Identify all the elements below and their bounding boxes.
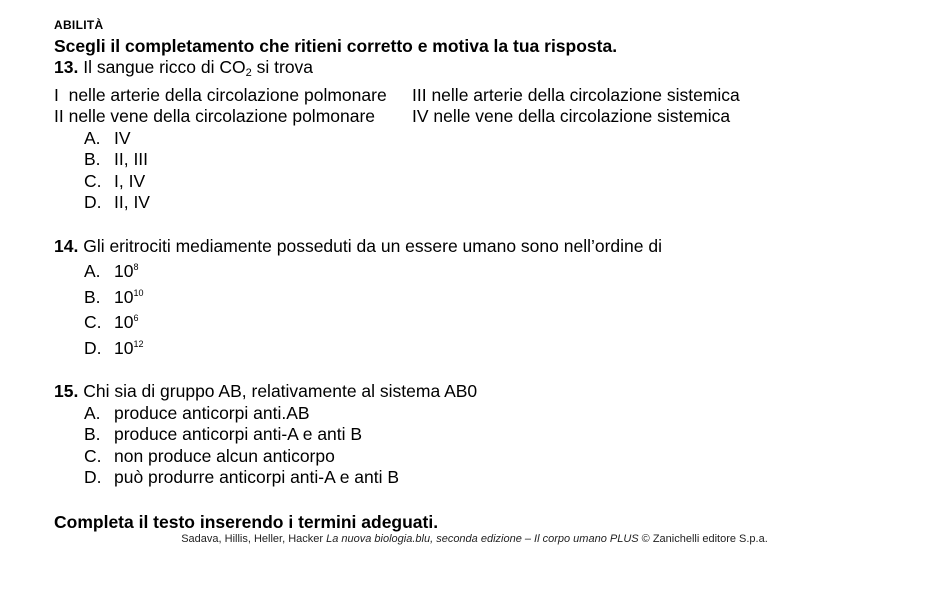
question-number: 14. [54,235,79,256]
option-text: II, IV [114,192,150,212]
statement-row [54,85,934,107]
statement-i: I nelle arterie della circolazione polmonare [54,84,387,105]
option-letter: A. [84,402,101,423]
footer-credits [0,533,949,545]
statement-ii: II nelle vene della circolazione polmonare [54,106,376,126]
question-text: Chi sia di gruppo AB, relativamente al sistema AB0 [83,381,478,401]
option-base: 10 [114,312,134,332]
question-15-stem [54,381,934,403]
footer-authors: Sadava, Hillis, Heller, Hacker [181,533,327,545]
section-label: ABILITÀ [54,18,104,32]
answer-option[interactable] [54,257,934,283]
option-letter: C. [84,312,102,332]
option-letter: B. [84,286,101,307]
option-base: 10 [114,286,134,307]
option-base: 10 [114,337,134,358]
option-text: produce anticorpi anti-A e anti B [114,424,363,444]
option-letter: B. [84,424,101,444]
option-text: può produrre anticorpi anti-A e anti B [114,467,400,487]
question-14 [54,236,934,360]
answer-option[interactable] [54,446,934,468]
option-exponent: 8 [133,262,139,272]
footer-publisher: © Zanichelli editore S.p.a. [638,533,768,545]
option-text: non produce alcun anticorpo [114,445,335,466]
answer-option[interactable] [54,171,934,193]
option-exponent: 6 [133,313,139,323]
option-letter: C. [84,170,102,191]
instruction-heading: Scegli il completamento che ritieni corretto e motiva la tua risposta. [54,36,618,56]
statement-iii: III nelle arterie della circolazione sistemica [412,84,740,105]
option-exponent: 10 [133,287,144,298]
option-letter: A. [84,261,101,281]
question-13 [54,57,934,214]
option-letter: D. [84,467,102,487]
answer-option[interactable] [54,308,934,334]
question-text: Gli eritrociti mediamente posseduti da un essere umano sono nell’ordine di [83,235,662,256]
option-text: II, III [114,149,149,169]
statement-iv: IV nelle vene della circolazione sistemica [412,106,731,126]
answer-option[interactable] [54,128,934,150]
question-text: Il sangue ricco di CO [83,57,246,77]
answer-option[interactable] [54,467,934,489]
answer-option[interactable] [54,192,934,214]
question-15 [54,381,934,489]
subscript: 2 [245,67,252,79]
option-letter: C. [84,445,102,466]
option-text: IV [114,127,131,148]
question-number: 13. [54,57,79,77]
option-letter: B. [84,149,101,169]
option-text: I, IV [114,170,146,191]
option-exponent: 12 [133,338,144,349]
question-text-end: si trova [251,57,314,77]
final-instruction: Completa il testo inserendo i termini adeguati. [54,511,439,532]
option-letter: D. [84,337,102,358]
statement-row [54,106,934,128]
answer-option[interactable] [54,283,934,309]
answer-option[interactable] [54,403,934,425]
option-base: 10 [114,261,134,281]
option-letter: A. [84,127,101,148]
answer-option[interactable] [54,334,934,360]
question-14-stem [54,236,934,258]
footer-book-title: La nuova biologia.blu, seconda edizione – Il corpo umano PLUS [326,533,639,545]
option-text: produce anticorpi anti.AB [114,402,310,423]
document-page [54,18,934,533]
option-letter: D. [84,192,102,212]
answer-option[interactable] [54,149,934,171]
question-13-stem [54,57,934,85]
question-number: 15. [54,381,79,401]
answer-option[interactable] [54,424,934,446]
